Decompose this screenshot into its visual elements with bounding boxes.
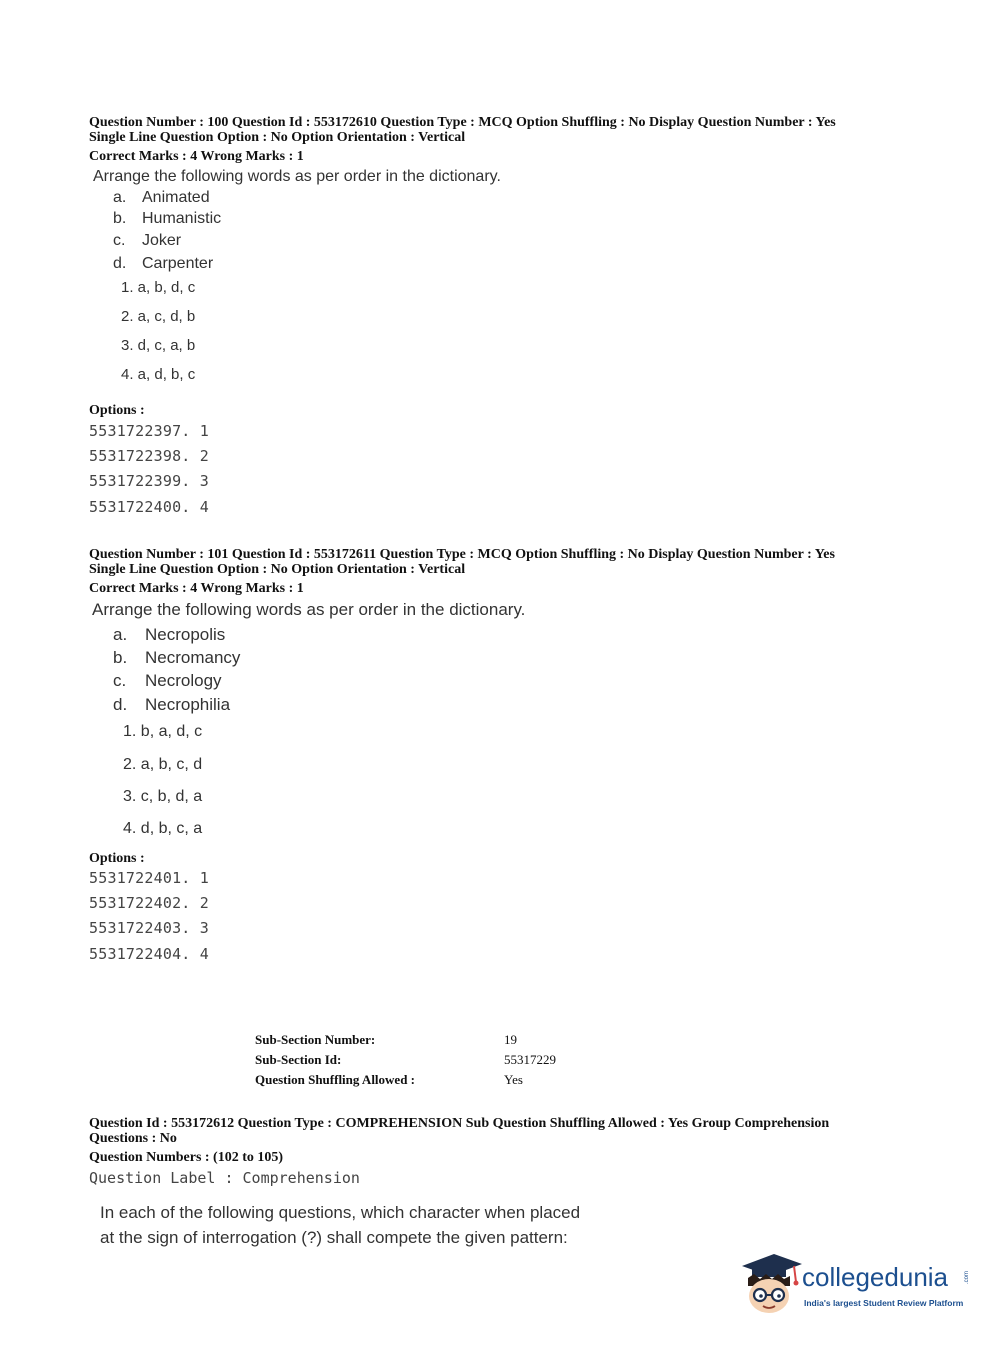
- subsection-number-value: 19: [504, 1032, 517, 1047]
- q100-choice-1: 1. a, b, d, c: [121, 279, 196, 296]
- subsection-id-label: Sub-Section Id:: [255, 1052, 342, 1067]
- q100-word-d: d. Carpenter: [113, 255, 214, 272]
- q101-choice-2: 2. a, b, c, d: [123, 756, 203, 773]
- comprehension-meta-line2: Questions : No: [89, 1131, 177, 1146]
- q101-choice-4: 4. d, b, c, a: [123, 820, 203, 837]
- q100-word-b: b. Humanistic: [113, 210, 222, 227]
- q100-stem: Arrange the following words as per order in the dictionary.: [93, 168, 501, 185]
- comprehension-para-line2: at the sign of interrogation (?) shall compete the given pattern:: [100, 1228, 568, 1247]
- q100-choice-4: 4. a, d, b, c: [121, 366, 196, 383]
- q101-choice-3: 3. c, b, d, a: [123, 788, 203, 805]
- q101-option-2: 5531722402. 2: [89, 894, 209, 912]
- logo-wordmark: collegedunia: [802, 1262, 949, 1292]
- comprehension-meta-line1: Question Id : 553172612 Question Type : COMPREHENSION Sub Question Shuffling Allowed : Yes Group Comprehension: [89, 1116, 830, 1131]
- q100-marks: Correct Marks : 4 Wrong Marks : 1: [89, 149, 304, 164]
- mascot-icon: [740, 1252, 802, 1316]
- q101-stem: Arrange the following words as per order in the dictionary.: [92, 600, 526, 619]
- q100-meta-line1: Question Number : 100 Question Id : 553172610 Question Type : MCQ Option Shuffling : No Display Question Number : Yes: [89, 115, 836, 130]
- logo-suffix: .com: [964, 1270, 970, 1284]
- q101-word-c: c. Necrology: [113, 671, 222, 690]
- q101-options-label: Options :: [89, 851, 145, 866]
- q100-option-3: 5531722399. 3: [89, 472, 209, 490]
- logo-tagline: India's largest Student Review Platform: [804, 1298, 964, 1308]
- q101-choice-1: 1. b, a, d, c: [123, 723, 203, 740]
- q100-options-label: Options :: [89, 403, 145, 418]
- q101-word-a: a. Necropolis: [113, 625, 226, 644]
- q100-meta-line2: Single Line Question Option : No Option Orientation : Vertical: [89, 130, 466, 145]
- q100-choice-3: 3. d, c, a, b: [121, 337, 196, 354]
- q101-word-d: d. Necrophilia: [113, 695, 231, 714]
- q100-word-a: a. Animated: [113, 189, 210, 206]
- q101-option-4: 5531722404. 4: [89, 945, 209, 963]
- subsection-number-label: Sub-Section Number:: [255, 1032, 376, 1047]
- shuffling-allowed-value: Yes: [504, 1072, 523, 1087]
- shuffling-allowed-label: Question Shuffling Allowed :: [255, 1072, 416, 1087]
- q100-option-1: 5531722397. 1: [89, 422, 209, 440]
- q100-word-c: c. Joker: [113, 232, 182, 249]
- comprehension-para-line1: In each of the following questions, which character when placed: [100, 1203, 581, 1222]
- q100-choice-2: 2. a, c, d, b: [121, 308, 196, 325]
- q101-meta-line2: Single Line Question Option : No Option Orientation : Vertical: [89, 562, 466, 577]
- comprehension-question-numbers: Question Numbers : (102 to 105): [89, 1150, 284, 1165]
- collegedunia-logo: [740, 1250, 990, 1320]
- q101-option-1: 5531722401. 1: [89, 869, 209, 887]
- q101-meta-line1: Question Number : 101 Question Id : 553172611 Question Type : MCQ Option Shuffling : No Display Question Number : Yes: [89, 547, 835, 562]
- q100-option-4: 5531722400. 4: [89, 498, 209, 516]
- q101-option-3: 5531722403. 3: [89, 919, 209, 937]
- comprehension-question-label: Question Label : Comprehension: [89, 1169, 360, 1187]
- q101-word-b: b. Necromancy: [113, 648, 241, 667]
- q100-option-2: 5531722398. 2: [89, 447, 209, 465]
- subsection-id-value: 55317229: [504, 1052, 556, 1067]
- q101-marks: Correct Marks : 4 Wrong Marks : 1: [89, 581, 304, 596]
